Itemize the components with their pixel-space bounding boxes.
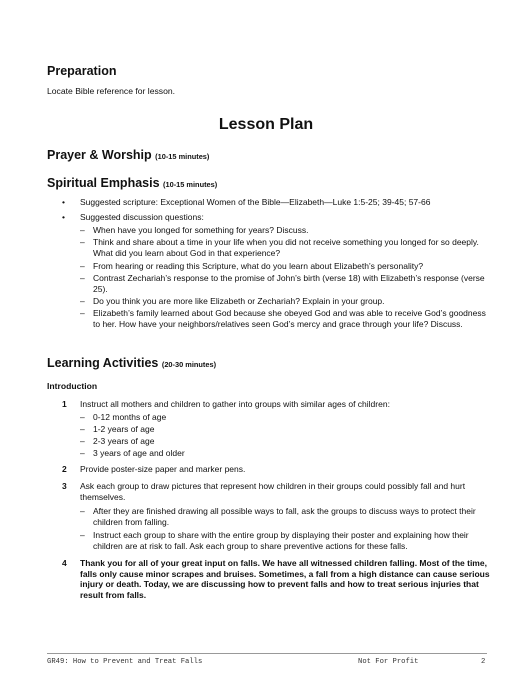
question-item: When have you longed for something for years? Discuss. [93, 225, 309, 235]
dash-icon: – [80, 237, 85, 247]
dash-icon: – [80, 225, 85, 235]
dash-icon: – [80, 424, 85, 434]
step-text: Provide poster-size paper and marker pens. [80, 464, 246, 474]
dash-icon: – [80, 296, 85, 306]
footer-notice: Not For Profit [358, 658, 419, 666]
step-number: 4 [62, 558, 67, 568]
page-number: 2 [481, 658, 486, 666]
dash-icon: – [80, 261, 85, 271]
spiritual-duration: (10-15 minutes) [163, 180, 218, 189]
footer-divider [47, 653, 487, 654]
question-item: Think and share about a time in your life when you did not receive something you longed for so deeply. What did you learn about God in that experience? [93, 237, 479, 258]
dash-icon: – [80, 506, 85, 516]
prayer-heading [47, 148, 209, 162]
preparation-heading: Preparation [47, 64, 117, 78]
age-item: 0-12 months of age [93, 412, 167, 422]
step-number: 1 [62, 399, 67, 409]
prayer-heading-text: Prayer & Worship [47, 148, 152, 162]
question-item: Contrast Zechariah’s response to the promise of John’s birth (verse 18) with Elizabeth’s response (verse 25). [93, 273, 485, 294]
question-item: Elizabeth’s family learned about God because she obeyed God and was able to receive God’s goodness to her. How have your neighbors/relatives seen God’s mercy and grace through your life? Discuss. [93, 308, 486, 329]
step-text: Instruct all mothers and children to gather into groups with similar ages of children: [80, 399, 390, 409]
prayer-duration: (10-15 minutes) [155, 152, 210, 161]
footer-title: GR49: How to Prevent and Treat Falls [47, 658, 203, 666]
learning-heading [47, 356, 216, 370]
list-item: Suggested scripture: Exceptional Women of the Bible—Elizabeth—Luke 1:5-25; 39-45; 57-66 [80, 197, 431, 207]
age-item: 2-3 years of age [93, 436, 155, 446]
step-text: Ask each group to draw pictures that represent how children in their groups could possibly fall and hurt themselves. [80, 481, 466, 502]
introduction-heading: Introduction [47, 381, 98, 391]
list-item: Suggested discussion questions: [80, 212, 204, 222]
dash-icon: – [80, 308, 85, 318]
bullet-icon: • [62, 212, 65, 222]
learning-heading-text: Learning Activities [47, 356, 159, 370]
dash-icon: – [80, 436, 85, 446]
step-text: Thank you for all of your great input on falls. We have all witnessed children falling. Most of the time, falls only cause minor scrapes and bruises. Sometimes, a fall from a high distance can cause serious injury or death. Today, we are discussing how to prevent falls and how to treat serious injuries that result from falls. [80, 558, 490, 600]
dash-icon: – [80, 448, 85, 458]
page-title: Lesson Plan [218, 116, 314, 133]
step-number: 2 [62, 464, 67, 474]
spiritual-heading-text: Spiritual Emphasis [47, 176, 160, 190]
age-item: 3 years of age and older [93, 448, 185, 458]
dash-icon: – [80, 273, 85, 283]
preparation-text: Locate Bible reference for lesson. [47, 86, 176, 96]
learning-duration: (20-30 minutes) [161, 360, 217, 369]
step3-sub-item: After they are finished drawing all possible ways to fall, ask the groups to discuss ways to protect their children from falling. [93, 506, 476, 527]
question-item: From hearing or reading this Scripture, what do you learn about Elizabeth’s personality? [93, 261, 424, 271]
dash-icon: – [80, 530, 85, 540]
bullet-icon: • [62, 197, 65, 207]
dash-icon: – [80, 412, 85, 422]
age-item: 1-2 years of age [93, 424, 155, 434]
spiritual-heading [47, 176, 217, 190]
question-item: Do you think you are more like Elizabeth or Zechariah? Explain in your group. [93, 296, 385, 306]
step3-sub-item: Instruct each group to share with the entire group by displaying their poster and explaining how their children are at risk to fall. Ask each group to share preventive actions for these falls. [93, 530, 469, 551]
step-number: 3 [62, 481, 67, 491]
